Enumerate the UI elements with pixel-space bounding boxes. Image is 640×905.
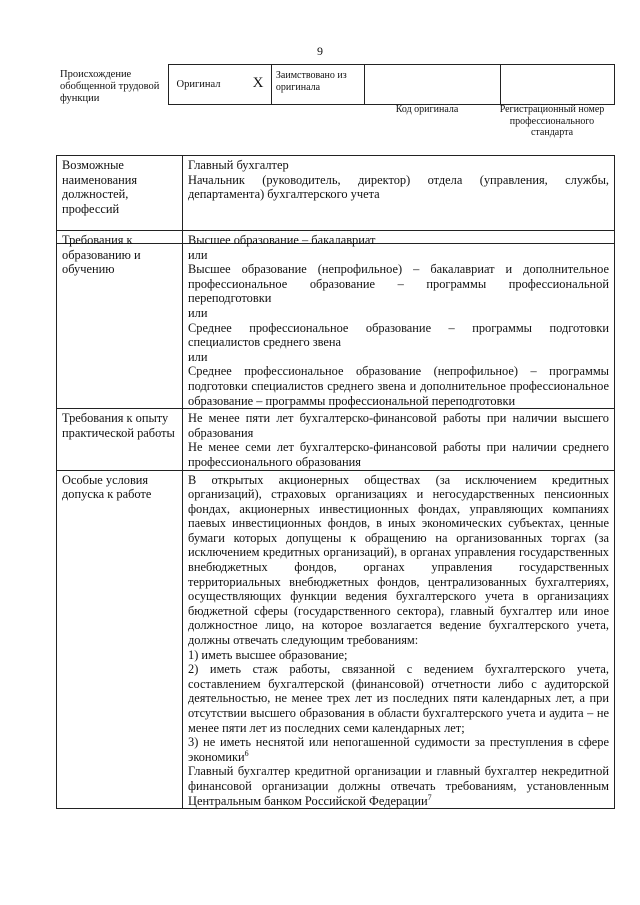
footnote-marker: 6 [244, 748, 249, 758]
page-number: 9 [317, 44, 323, 58]
registration-number-cell [500, 65, 614, 105]
education-line: Среднее профессиональное образование – программы подготовки специалистов среднего звена [188, 320, 609, 350]
conditions-text: Главный бухгалтер кредитной организации и главный бухгалтер некредитной финансовой организации должны отвечать требованиям, установленным Центральным банком Российской Федерации [188, 764, 609, 808]
conditions-line: В открытых акционерных обществах (за исключением кредитных организаций), страховых организациях и негосударственных пенсионных фондах, акционерных инвестиционных фондах, управляющих компаниях паевых инвестиционных фондов, в иных экономических субъектах, ценные бумаги которых допущены к обращению на организованных торгах (за исключением кредитных организаций), в органах управления государственных внебюджетных фондов, органах управления государственных территориальных внебюджетных фондов, централизованных бухгалтериях, осуществляющих функции ведения бухгалтерского учета в организациях бюджетной сферы (государственного сектора), главный бухгалтер или иное должностное лицо, на которое возлагается ведение бухгалтерского учета, должны отвечать следующим требованиям: [188, 472, 609, 648]
original-code-caption: Код оригинала [395, 104, 459, 115]
original-code-cell [364, 65, 500, 105]
conditions-line [188, 735, 609, 764]
education-line: Высшее образование (непрофильное) – бакалавриат и дополнительное профессиональное образование – программы профессиональной переподготовки [188, 262, 609, 306]
education-line: или [188, 349, 208, 364]
origin-label: Происхождение обобщенной трудовой функции [60, 68, 160, 104]
position-line: Начальник (руководитель, директор) отдела (управления, службы, департамента) бухгалтерского учета [188, 172, 609, 202]
experience-row [57, 409, 615, 470]
education-line: или [188, 247, 208, 262]
education-row [57, 231, 615, 409]
experience-line: Не менее семи лет бухгалтерско-финансовой работы при наличии среднего профессионального образования [188, 440, 609, 469]
original-cell: Оригинал [168, 65, 245, 105]
education-line: Среднее профессиональное образование (непрофильное) – программы подготовки специалистов среднего звена и дополнительное профессиональное образование – программы профессиональной переподготовки [188, 364, 609, 408]
education-line: или [188, 305, 208, 320]
conditions-line [188, 764, 609, 808]
registration-number-caption: Регистрационный номер профессионального стандарта [499, 104, 605, 138]
original-mark: X [245, 65, 271, 105]
position-line: Главный бухгалтер [188, 158, 289, 172]
requirements-table [56, 230, 615, 809]
conditions-text: 3) не иметь неснятой или непогашенной судимости за преступления в сфере экономики [188, 735, 609, 764]
special-conditions-label: Особые условия допуска к работе [57, 470, 183, 809]
conditions-line: 2) иметь стаж работы, связанной с ведением бухгалтерского учета, составлением бухгалтерской (финансовой) отчетности либо с аудиторской деятельностью, не менее трех лет из последних пяти календарных лет, а при отсутствии высшего образования в области бухгалтерского учета и аудита – не менее пяти лет из последних семи календарных лет; [188, 662, 609, 735]
borrowed-cell: Заимствовано из оригинала [271, 65, 364, 105]
conditions-line: 1) иметь высшее образование; [188, 647, 348, 662]
experience-value [183, 409, 615, 470]
education-line: Высшее образование – бакалавриат [188, 233, 376, 247]
experience-label: Требования к опыту практической работы [57, 409, 183, 470]
origin-table [56, 64, 615, 105]
special-conditions-value [183, 470, 615, 809]
special-conditions-row [57, 470, 615, 809]
positions-label: Возможные наименования должностей, профессий [57, 156, 183, 244]
education-label: Требования к образованию и обучению [57, 231, 183, 409]
education-value [183, 231, 615, 409]
footnote-marker: 7 [427, 792, 432, 802]
experience-line: Не менее пяти лет бухгалтерско-финансовой работы при наличии высшего образования [188, 411, 609, 440]
